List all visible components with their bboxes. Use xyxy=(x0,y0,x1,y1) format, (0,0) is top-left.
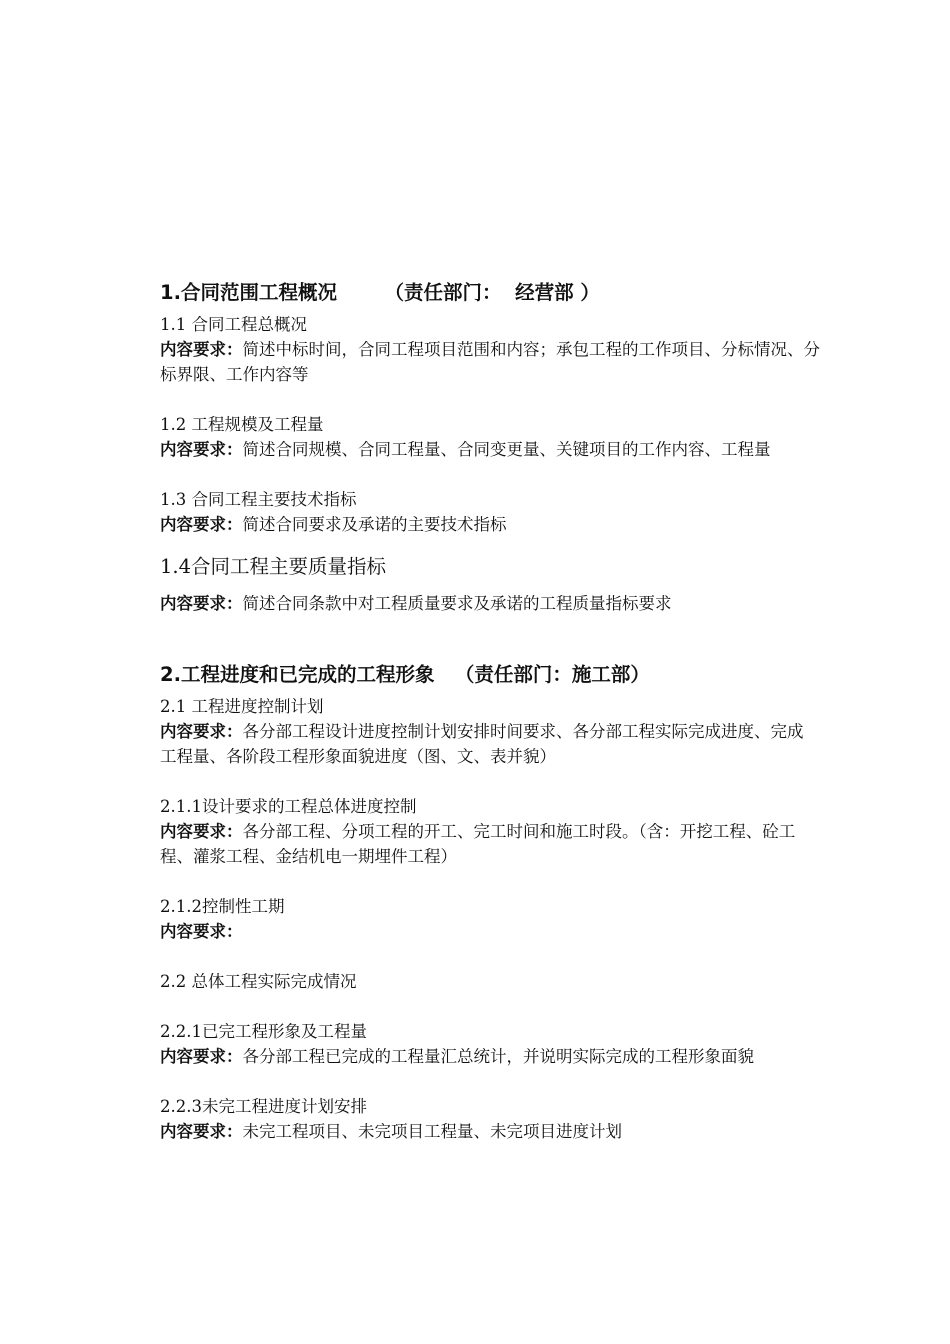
subsection-2-1-2-title: 2.1.2控制性工期 xyxy=(160,897,285,916)
requirement-text: 未完工程项目、未完项目工程量、未完项目进度计划 xyxy=(242,1122,622,1141)
requirement-text: 各分部工程、分项工程的开工、完工时间和施工时段。（含：开挖工程、砼工程、灌浆工程、金结机电一期埋件工程） xyxy=(160,822,796,866)
requirement-label: 内容要求： xyxy=(160,1122,243,1141)
requirement-label: 内容要求： xyxy=(160,340,243,359)
subsection-2-1-1-title: 2.1.1设计要求的工程总体进度控制 xyxy=(160,797,417,816)
requirement-label: 内容要求： xyxy=(160,594,243,613)
section-1-heading: 1.合同范围工程概况 （责任部门： 经营部 ） xyxy=(160,281,600,304)
subsection-1-1-title: 1.1 合同工程总概况 xyxy=(160,315,307,334)
requirement-2-2-1 xyxy=(160,1044,820,1069)
subsection-2-2-title: 2.2 总体工程实际完成情况 xyxy=(160,972,357,991)
requirement-label: 内容要求： xyxy=(160,922,243,941)
requirement-1-2 xyxy=(160,437,820,462)
requirement-2-1-2 xyxy=(160,919,820,944)
subsection-2-2-1-title: 2.2.1已完工程形象及工程量 xyxy=(160,1022,367,1041)
requirement-text: 简述合同规模、合同工程量、合同变更量、关键项目的工作内容、工程量 xyxy=(242,440,771,459)
requirement-1-4 xyxy=(160,591,820,616)
document-content xyxy=(160,278,820,1144)
requirement-2-2-3 xyxy=(160,1119,820,1144)
requirement-label: 内容要求： xyxy=(160,515,243,534)
requirement-text: 简述合同条款中对工程质量要求及承诺的工程质量指标要求 xyxy=(242,594,672,613)
requirement-2-1 xyxy=(160,719,820,769)
section-2-heading: 2.工程进度和已完成的工程形象 （责任部门：施工部） xyxy=(160,663,650,686)
requirement-text: 简述合同要求及承诺的主要技术指标 xyxy=(242,515,507,534)
subsection-1-2-title: 1.2 工程规模及工程量 xyxy=(160,415,324,434)
requirement-label: 内容要求： xyxy=(160,1047,243,1066)
requirement-label: 内容要求： xyxy=(160,822,243,841)
subsection-2-2-3-title: 2.2.3未完工程进度计划安排 xyxy=(160,1097,367,1116)
requirement-text: 各分部工程设计进度控制计划安排时间要求、各分部工程实际完成进度、完成 工程量、各阶段工程形象面貌进度（图、文、表并貌） xyxy=(160,722,804,766)
requirement-text: 各分部工程已完成的工程量汇总统计，并说明实际完成的工程形象面貌 xyxy=(242,1047,754,1066)
requirement-label: 内容要求： xyxy=(160,722,243,741)
requirement-label: 内容要求： xyxy=(160,440,243,459)
subsection-2-1-title: 2.1 工程进度控制计划 xyxy=(160,697,324,716)
subsection-1-4-title: 1.4合同工程主要质量指标 xyxy=(160,555,387,578)
requirement-2-1-1 xyxy=(160,819,820,869)
requirement-1-3 xyxy=(160,512,820,537)
subsection-1-3-title: 1.3 合同工程主要技术指标 xyxy=(160,490,357,509)
requirement-1-1 xyxy=(160,337,820,387)
requirement-text: 简述中标时间，合同工程项目范围和内容；承包工程的工作项目、分标情况、分标界限、工作内容等 xyxy=(160,340,820,384)
